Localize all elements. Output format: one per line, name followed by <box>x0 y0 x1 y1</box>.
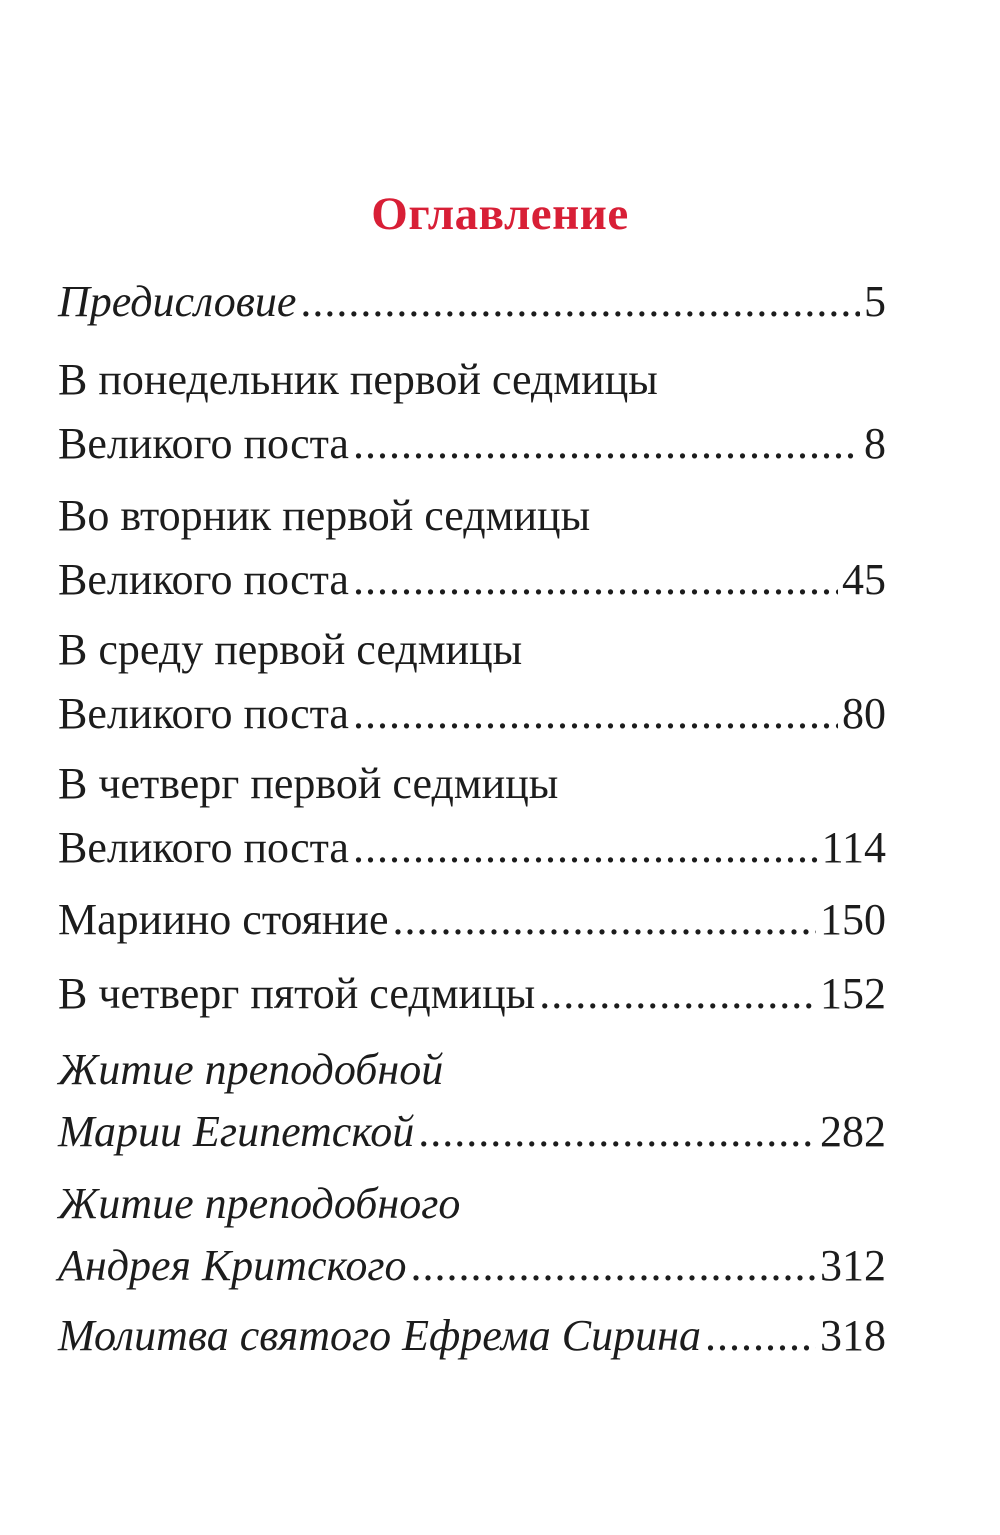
dot-leader <box>353 414 860 474</box>
toc-entry-line <box>58 1236 886 1296</box>
toc-page-number: 45 <box>842 555 886 604</box>
toc-page-number: 150 <box>820 895 886 944</box>
dot-leader <box>353 818 818 878</box>
toc-page-number: 5 <box>864 277 886 326</box>
toc-entry-line <box>58 414 886 474</box>
toc-entry-line: Житие преподобного <box>58 1179 461 1228</box>
toc-entry-title: Великого поста <box>58 419 349 468</box>
toc-entry-title: В четверг пятой седмицы <box>58 969 536 1018</box>
toc-entry-line <box>58 818 886 878</box>
toc-entry-line: Житие преподобной <box>58 1045 444 1094</box>
dot-leader <box>705 1306 816 1366</box>
toc-entry-line <box>58 890 886 950</box>
toc-entry-title: Молитва святого Ефрема Сирина <box>58 1311 701 1360</box>
toc-entry-line <box>58 550 886 610</box>
dot-leader <box>411 1236 816 1296</box>
toc-entry-title: Великого поста <box>58 555 349 604</box>
dot-leader <box>353 550 838 610</box>
toc-entry-line <box>58 684 886 744</box>
dot-leader <box>393 890 817 950</box>
toc-page-number: 312 <box>820 1241 886 1290</box>
toc-entry-title: Мариино стояние <box>58 895 389 944</box>
toc-entry-line <box>58 1306 886 1366</box>
toc-entry-line: В четверг первой седмицы <box>58 759 559 808</box>
dot-leader <box>353 684 838 744</box>
toc-page-number: 80 <box>842 689 886 738</box>
toc-entry-line: В понедельник первой седмицы <box>58 355 658 404</box>
dot-leader <box>300 272 860 332</box>
toc-entry-title: Предисловие <box>58 277 297 326</box>
dot-leader <box>539 964 816 1024</box>
toc-entry-line: Во вторник первой седмицы <box>58 491 591 540</box>
toc-entry-line: В среду первой седмицы <box>58 625 523 674</box>
dot-leader <box>418 1102 816 1162</box>
toc-entry-title: Великого поста <box>58 823 349 872</box>
toc-entry-title: Великого поста <box>58 689 349 738</box>
toc-entry-line <box>58 272 886 332</box>
toc-page-number: 114 <box>821 823 886 872</box>
toc-page-number: 282 <box>820 1107 886 1156</box>
toc-page-number: 318 <box>820 1311 886 1360</box>
toc-entry-title: Андрея Критского <box>58 1241 407 1290</box>
toc-page-number: 8 <box>864 419 886 468</box>
toc-entry-title: Марии Египетской <box>58 1107 415 1156</box>
toc-page-number: 152 <box>820 969 886 1018</box>
toc-entry-line <box>58 964 886 1024</box>
page-title: Оглавление <box>371 188 629 240</box>
toc-entry-line <box>58 1102 886 1162</box>
